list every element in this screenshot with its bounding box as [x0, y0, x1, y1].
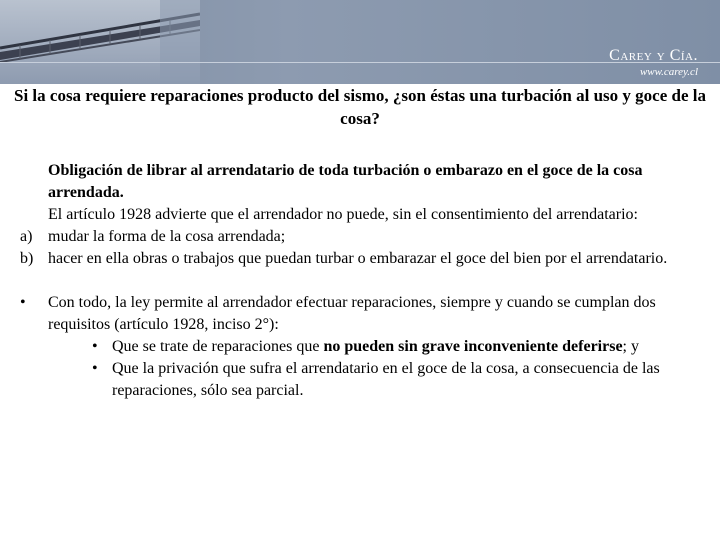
list-item-text: hacer en ella obras o trabajos que puedan turbar o embarazar el goce del bien por el arrendatario. [48, 250, 668, 267]
list-item-text: mudar la forma de la cosa arrendada; [48, 228, 286, 245]
list-item [20, 226, 700, 248]
slide-body [20, 160, 700, 402]
brand-url: www.carey.cl [639, 66, 698, 78]
requirement-one-pre: Que se trate de reparaciones que [112, 338, 324, 355]
article-paragraph [20, 204, 700, 226]
sub-bullet-text: Que la privación que sufra el arrendatario en el goce de la cosa, a consecuencia de las reparaciones, sólo sea parcial. [112, 360, 660, 399]
bullet-text: Con todo, la ley permite al arrendador efectuar reparaciones, siempre y cuando se cumplan dos requisitos (artículo 1928, inciso 2°): [48, 294, 656, 333]
bullet-icon: • [20, 294, 26, 311]
sub-bullet [92, 336, 700, 358]
bullet-icon: • [92, 338, 98, 355]
requirement-one-emphasis: no pueden sin grave inconveniente deferirse [323, 338, 623, 355]
sub-bullet-text [112, 336, 700, 358]
bridge-photo [0, 0, 200, 84]
brand-name: Carey y Cía. [609, 47, 698, 64]
obligation-paragraph [20, 160, 700, 204]
header-banner [0, 0, 720, 84]
slide-title: Si la cosa requiere reparaciones producto del sismo, ¿son éstas una turbación al uso y goce de la cosa? [14, 86, 706, 128]
sub-bullet [92, 358, 700, 402]
bullet-icon: • [92, 360, 98, 377]
obligation-heading: Obligación de librar al arrendatario de toda turbación o embarazo en el goce de la cosa arrendada. [48, 162, 643, 201]
list-item [20, 248, 700, 270]
bullet-paragraph [20, 292, 700, 336]
list-marker: a) [20, 228, 33, 245]
list-marker: b) [20, 250, 34, 267]
brand-logo [609, 48, 698, 79]
requirement-one-post: ; y [622, 338, 639, 355]
article-text: El artículo 1928 advierte que el arrendador no puede, sin el consentimiento del arrendatario: [48, 206, 638, 223]
